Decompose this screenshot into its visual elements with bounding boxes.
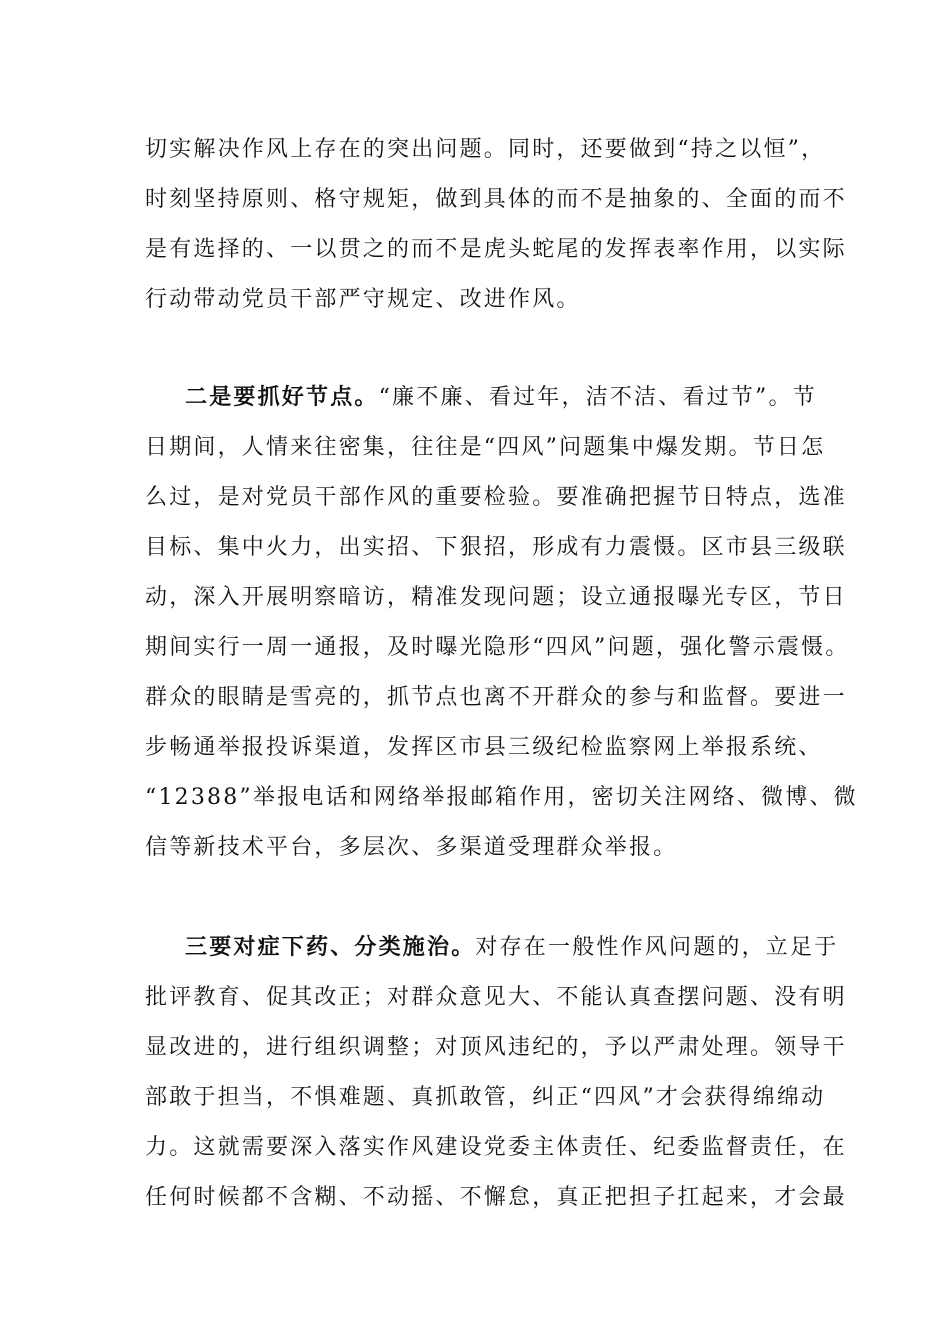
text-line: 么过，是对党员干部作风的重要检验。要准确把握节日特点，选准 bbox=[145, 485, 847, 510]
text-run: “廉不廉、看过年，洁不洁、看过节”。节 bbox=[378, 385, 817, 410]
paragraph-heading: 三要对症下药、分类施治。 bbox=[185, 935, 476, 960]
text-line: “12388”举报电话和网络举报邮箱作用，密切关注网络、微博、微 bbox=[145, 785, 858, 810]
text-line: 群众的眼睛是雪亮的，抓节点也离不开群众的参与和监督。要进一 bbox=[145, 685, 847, 710]
text-line: 动，深入开展明察暗访，精准发现问题；设立通报曝光专区，节日 bbox=[145, 585, 847, 610]
text-line: 任何时候都不含糊、不动摇、不懈怠，真正把担子扛起来，才会最 bbox=[145, 1185, 847, 1210]
text-line: 日期间，人情来往密集，往往是“四风”问题集中爆发期。节日怎 bbox=[145, 435, 826, 460]
text-line: 目标、集中火力，出实招、下狠招，形成有力震慑。区市县三级联 bbox=[145, 535, 847, 560]
text-line: 是有选择的、一以贯之的而不是虎头蛇尾的发挥表率作用，以实际 bbox=[145, 237, 847, 262]
paragraph-3 bbox=[145, 923, 847, 1223]
text-line: 力。这就需要深入落实作风建设党委主体责任、纪委监督责任，在 bbox=[145, 1135, 847, 1160]
text-line: 信等新技术平台，多层次、多渠道受理群众举报。 bbox=[145, 835, 678, 860]
paragraph-2 bbox=[145, 373, 858, 873]
paragraph-heading: 二是要抓好节点。 bbox=[185, 385, 379, 410]
text-line: 切实解决作风上存在的突出问题。同时，还要做到“持之以恒”， bbox=[145, 137, 826, 162]
text-line: 期间实行一周一通报，及时曝光隐形“四风”问题，强化警示震慑。 bbox=[145, 635, 850, 660]
text-run: 对存在一般性作风问题的，立足于 bbox=[475, 935, 839, 960]
text-line: 显改进的，进行组织调整；对顶风违纪的，予以严肃处理。领导干 bbox=[145, 1035, 847, 1060]
text-line: 批评教育、促其改正；对群众意见大、不能认真查摆问题、没有明 bbox=[145, 985, 847, 1010]
text-line: 行动带动党员干部严守规定、改进作风。 bbox=[145, 287, 581, 312]
text-line: 步畅通举报投诉渠道，发挥区市县三级纪检监察网上举报系统、 bbox=[145, 735, 823, 760]
paragraph-1 bbox=[145, 125, 847, 325]
text-line: 时刻坚持原则、格守规矩，做到具体的而不是抽象的、全面的而不 bbox=[145, 187, 847, 212]
paragraph-first-line bbox=[145, 923, 839, 973]
text-line: 部敢于担当，不惧难题、真抓敢管，纠正“四风”才会获得绵绵动 bbox=[145, 1085, 826, 1110]
paragraph-first-line bbox=[145, 373, 815, 423]
